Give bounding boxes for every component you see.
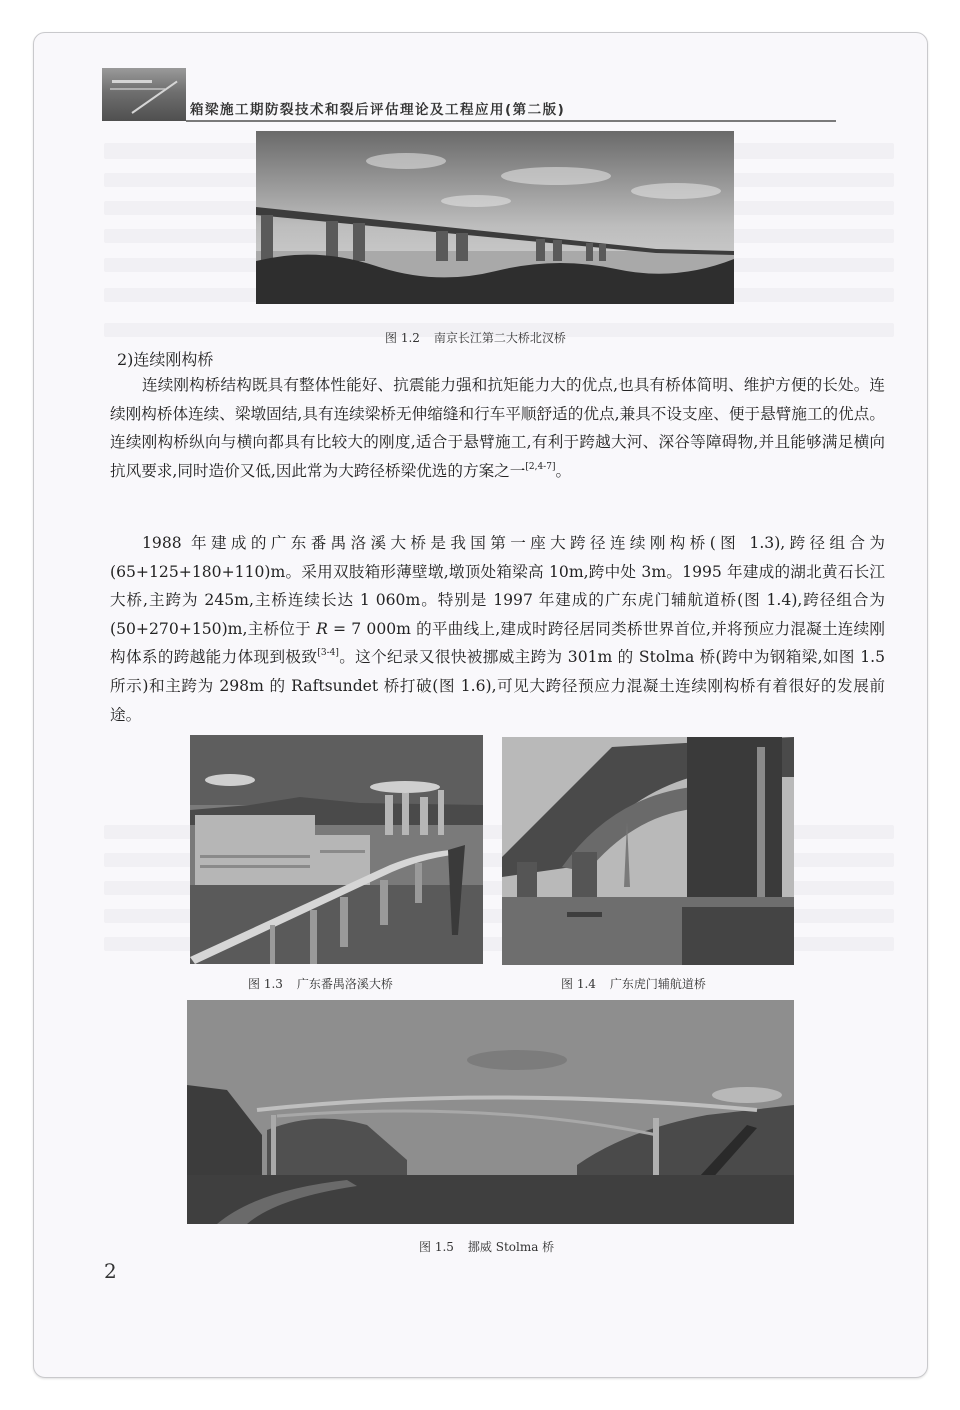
figure-title: 广东番禺洛溪大桥 bbox=[296, 977, 393, 991]
citation: [2,4-7] bbox=[525, 461, 556, 472]
figure-1-2-caption bbox=[385, 329, 566, 346]
figure-number: 图 1.3 bbox=[248, 977, 283, 991]
figure-title: 挪威 Stolma 桥 bbox=[467, 1240, 555, 1254]
figure-number: 图 1.4 bbox=[561, 977, 596, 991]
figure-title: 广东虎门辅航道桥 bbox=[609, 977, 706, 991]
figure-1-4-photo bbox=[502, 737, 794, 965]
section-heading: 2)连续刚构桥 bbox=[117, 350, 214, 369]
figure-1-3-caption bbox=[248, 975, 393, 992]
running-header-title: 箱梁施工期防裂技术和裂后评估理论及工程应用(第二版) bbox=[190, 102, 566, 118]
figure-number: 图 1.2 bbox=[385, 331, 420, 345]
citation: [3-4] bbox=[317, 648, 339, 659]
header-bridge-thumbnail bbox=[102, 68, 186, 121]
figure-1-5-caption bbox=[419, 1238, 554, 1255]
figure-1-5-photo bbox=[187, 1000, 794, 1224]
header-rule bbox=[186, 120, 836, 122]
figure-title: 南京长江第二大桥北汊桥 bbox=[433, 331, 566, 345]
body-paragraph-2: 1988 年建成的广东番禺洛溪大桥是我国第一座大跨径连续刚构桥(图 1.3),跨径组合为(65+125+180+110)m。采用双肢箱形薄壁墩,墩顶处箱梁高 10m,跨中处 3m。1995 年建成的湖北黄石长江大桥,主跨为 245m,主桥连续长达 1 060m。特别是 1997 年建成的广东虎门辅航道桥(图 1.4),跨径组合为(50+270+150)m,主桥位于 R = 7 000m 的平曲线上,建成时跨径居同类桥世界首位,并将预应力混凝土连续刚构体系的跨越能力体现到极致[3-4]。这个纪录又很快被挪威主跨为 301m 的 Stolma 桥(跨中为钢箱梁,如图 1.5 所示)和主跨为 298m 的 Raftsundet 桥打破(图 1.6),可见大跨径预应力混凝土连续刚构桥有着很好的发展前途。 bbox=[110, 534, 886, 724]
body-paragraph-1: 连续刚构桥结构既具有整体性能好、抗震能力强和抗矩能力大的优点,也具有桥体简明、维护方便的长处。连续刚构桥体连续、梁墩固结,具有连续梁桥无伸缩缝和行车平顺舒适的优点,兼具不设支座、便于悬臂施工的优点。连续刚构桥纵向与横向都具有比较大的刚度,适合于悬臂施工,有利于跨越大河、深谷等障碍物,并且能够满足横向抗风要求,同时造价又低,因此常为大跨径桥梁优选的方案之一[2,4-7]。 bbox=[110, 376, 885, 480]
figure-1-3-photo bbox=[190, 735, 483, 964]
figure-1-4-caption bbox=[561, 975, 706, 992]
page-number: 2 bbox=[104, 1259, 117, 1283]
figure-number: 图 1.5 bbox=[419, 1240, 454, 1254]
figure-1-2-photo bbox=[256, 131, 734, 304]
